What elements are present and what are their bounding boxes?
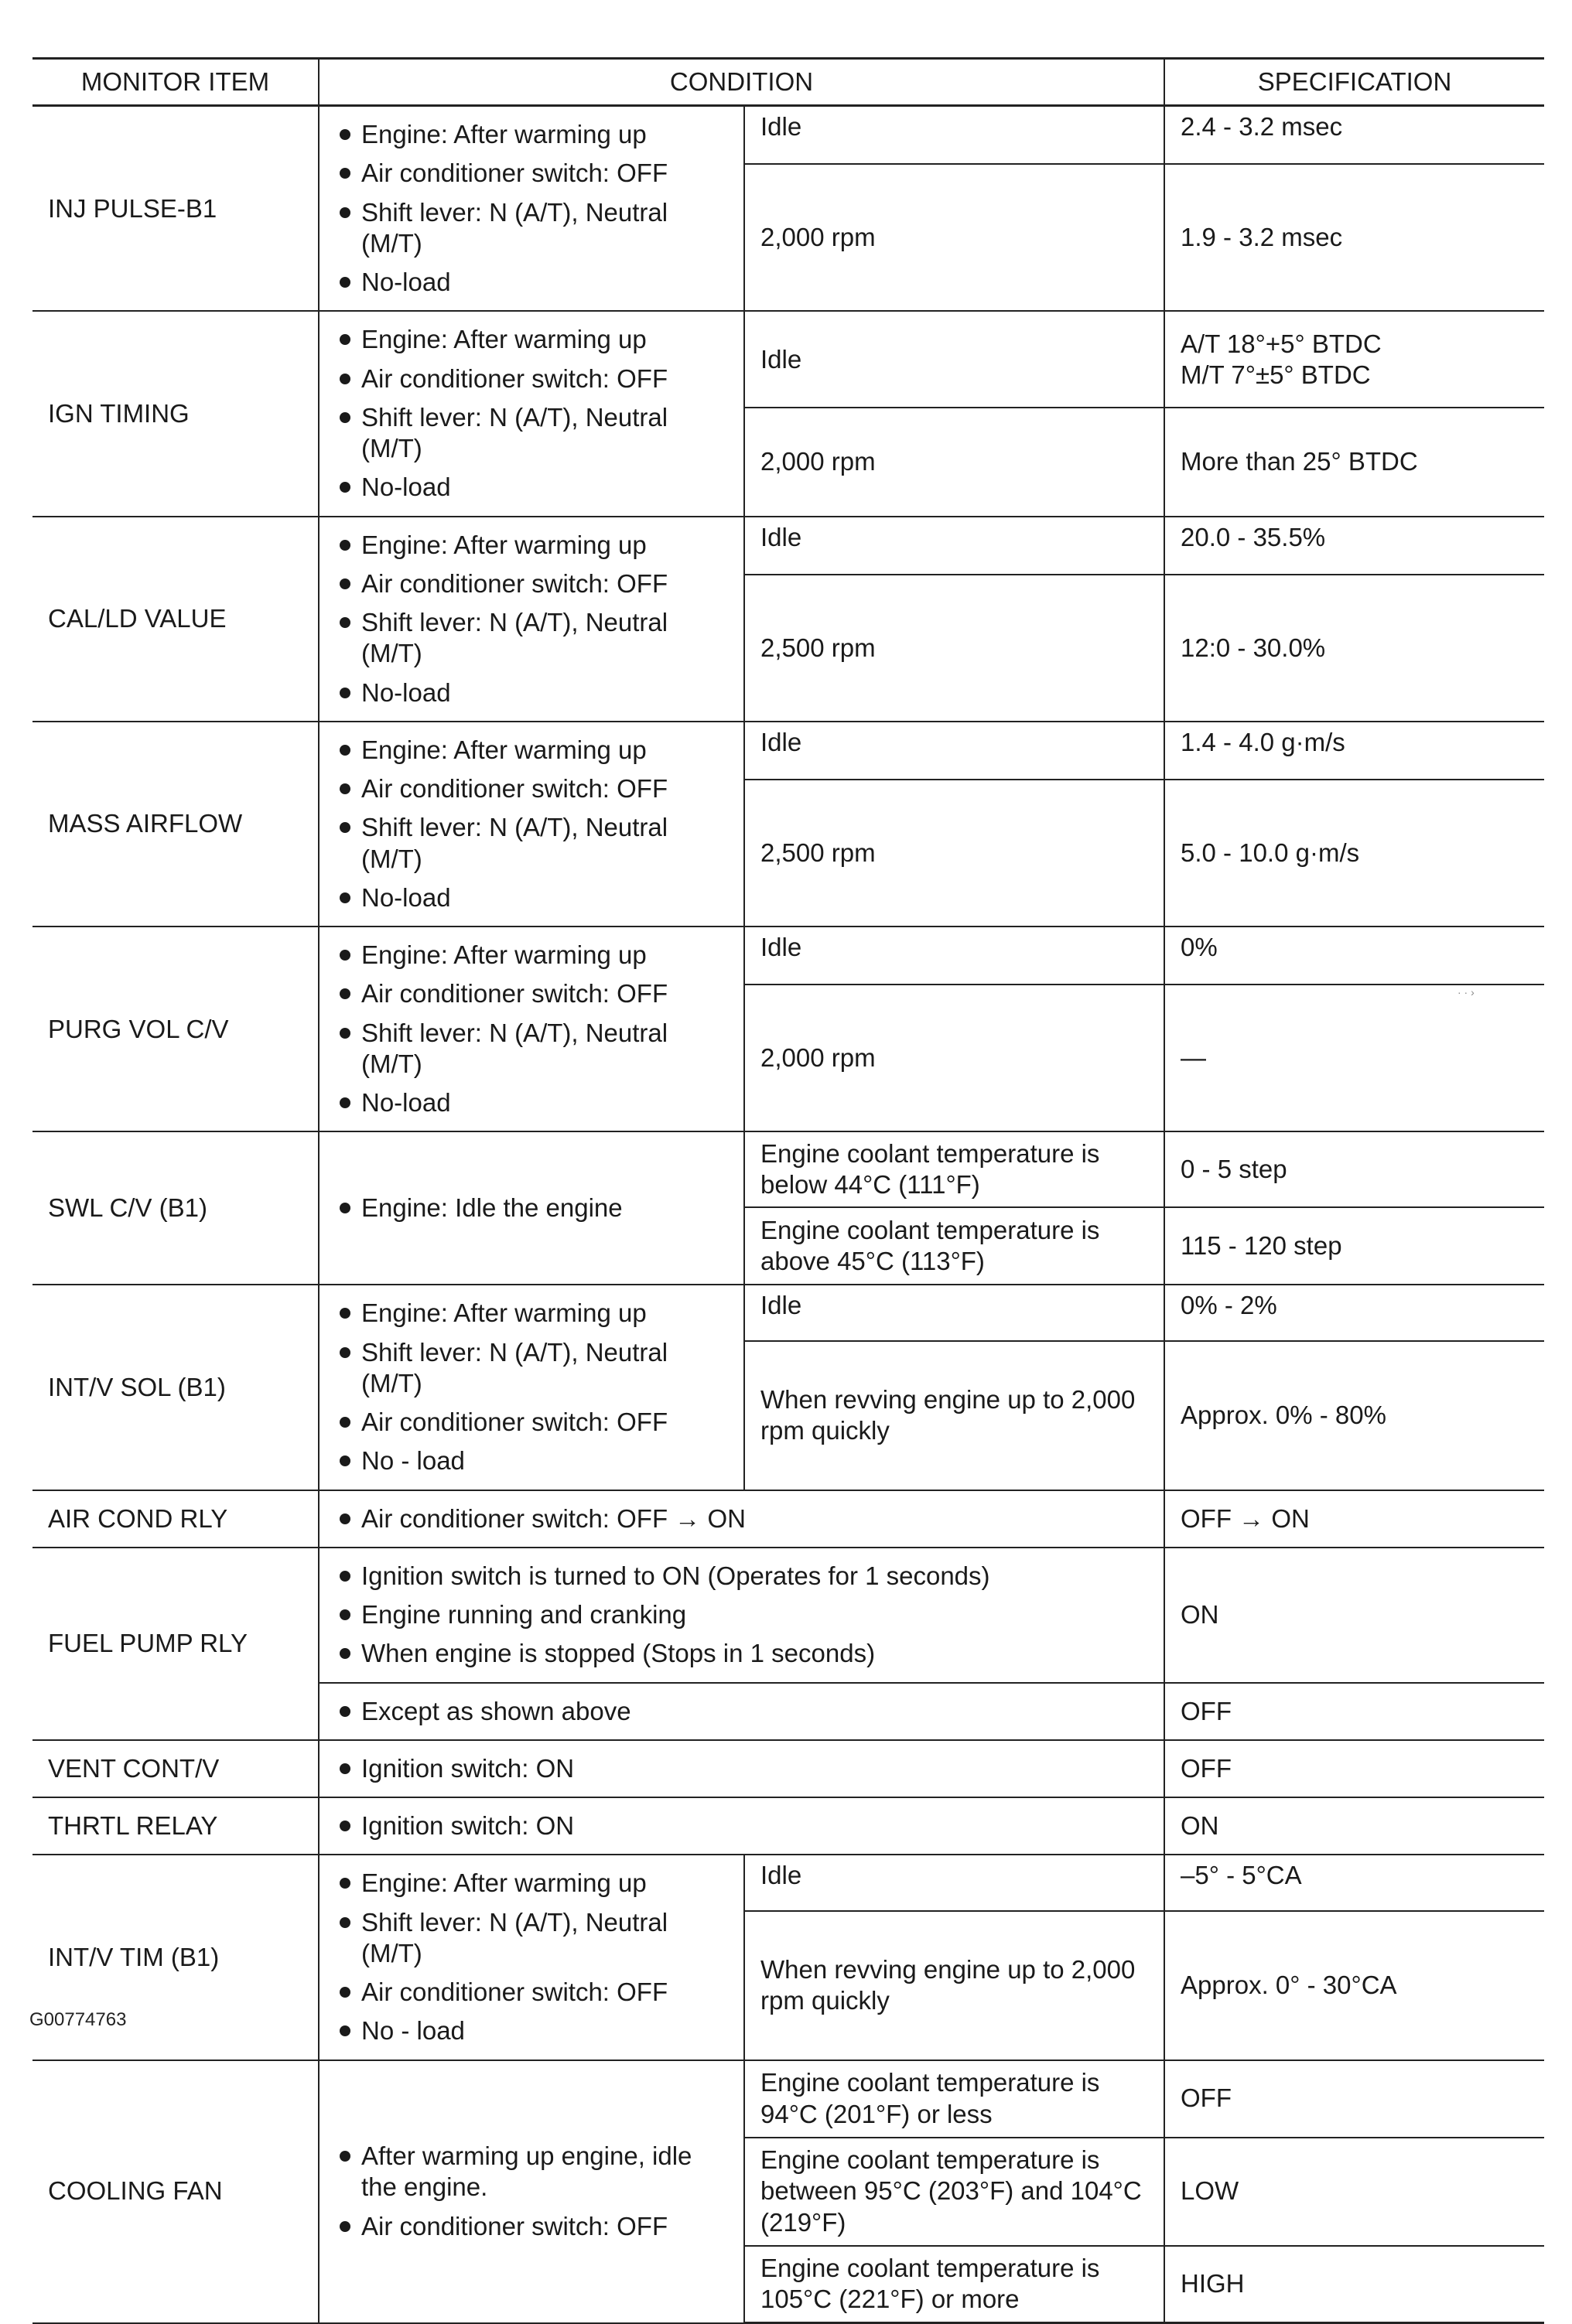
- condition-bullet: Ignition switch: ON: [335, 1810, 1148, 1841]
- condition-bullet: No-load: [335, 882, 728, 913]
- condition-bullet: Shift lever: N (A/T), Neutral (M/T): [335, 607, 728, 670]
- specification-value: OFF: [1164, 1683, 1544, 1740]
- condition-bullet: Air conditioner switch: OFF: [335, 2211, 728, 2242]
- condition-bullet: Air conditioner switch: OFF: [335, 568, 728, 599]
- sub-condition: Idle: [744, 106, 1164, 164]
- specification-value: OFF → ON: [1164, 1490, 1544, 1548]
- table-row: [32, 1797, 1544, 1855]
- specification-value: 0%: [1164, 927, 1544, 985]
- specification-value: OFF: [1164, 1740, 1544, 1797]
- condition-bullet: Air conditioner switch: OFF: [335, 1407, 728, 1438]
- condition-bullet: Except as shown above: [335, 1696, 1148, 1727]
- sub-condition: Idle: [744, 1285, 1164, 1341]
- condition-bullet: Engine: After warming up: [335, 1868, 728, 1899]
- table-row: [32, 1740, 1544, 1797]
- condition-bullet: Engine: After warming up: [335, 119, 728, 150]
- condition-bullet: Shift lever: N (A/T), Neutral (M/T): [335, 1337, 728, 1400]
- header-specification: SPECIFICATION: [1164, 59, 1544, 106]
- condition-cell: [319, 927, 744, 1131]
- monitor-item: VENT CONT/V: [32, 1740, 319, 1797]
- monitor-spec-table: [32, 57, 1544, 2324]
- condition-cell: [319, 106, 744, 312]
- condition-cell: [319, 1548, 1164, 1683]
- monitor-item: COOLING FAN: [32, 2060, 319, 2323]
- condition-cell: [319, 2060, 744, 2323]
- specification-value: 0% - 2%: [1164, 1285, 1544, 1341]
- condition-bullet: Air conditioner switch: OFF: [335, 363, 728, 394]
- monitor-item: FUEL PUMP RLY: [32, 1548, 319, 1740]
- table-row: [32, 517, 1544, 575]
- monitor-item: SWL C/V (B1): [32, 1131, 319, 1285]
- table-row: [32, 1548, 1544, 1683]
- condition-cell: [319, 517, 744, 722]
- sub-condition: Engine coolant temperature is 105°C (221°F) or more: [744, 2246, 1164, 2323]
- condition-bullet: Engine: After warming up: [335, 735, 728, 766]
- sub-condition: Engine coolant temperature is below 44°C (111°F): [744, 1131, 1164, 1207]
- sub-condition: 2,500 rpm: [744, 575, 1164, 722]
- sub-condition: Engine coolant temperature is between 95°C (203°F) and 104°C (219°F): [744, 2138, 1164, 2246]
- spec-sheet: [32, 57, 1544, 2324]
- sub-condition: When revving engine up to 2,000 rpm quickly: [744, 1341, 1164, 1490]
- condition-cell: [319, 1683, 1164, 1740]
- condition-cell: [319, 1285, 744, 1490]
- condition-bullet: Engine: After warming up: [335, 530, 728, 561]
- condition-bullet: Shift lever: N (A/T), Neutral (M/T): [335, 402, 728, 465]
- condition-cell: [319, 722, 744, 927]
- condition-bullet: No-load: [335, 677, 728, 708]
- specification-value: 12:0 - 30.0%: [1164, 575, 1544, 722]
- condition-bullet: After warming up engine, idle the engine.: [335, 2141, 728, 2203]
- sub-condition: Idle: [744, 517, 1164, 575]
- condition-cell: [319, 1797, 1164, 1855]
- sub-condition: 2,000 rpm: [744, 985, 1164, 1131]
- sub-condition: Idle: [744, 722, 1164, 780]
- condition-bullet: When engine is stopped (Stops in 1 seconds): [335, 1638, 1148, 1669]
- condition-bullet: Ignition switch: ON: [335, 1753, 1148, 1784]
- condition-cell: [319, 311, 744, 516]
- specification-value: 1.4 - 4.0 g·m/s: [1164, 722, 1544, 780]
- monitor-item: INT/V TIM (B1): [32, 1855, 319, 2060]
- specification-value: 0 - 5 step: [1164, 1131, 1544, 1207]
- table-row: [32, 2060, 1544, 2138]
- header-monitor-item: MONITOR ITEM: [32, 59, 319, 106]
- condition-bullet: Shift lever: N (A/T), Neutral (M/T): [335, 197, 728, 260]
- table-row: [32, 311, 1544, 408]
- condition-bullet: No-load: [335, 267, 728, 298]
- table-row: [32, 927, 1544, 985]
- condition-bullet: Air conditioner switch: OFF: [335, 158, 728, 189]
- monitor-item: INT/V SOL (B1): [32, 1285, 319, 1490]
- condition-bullet: Air conditioner switch: OFF → ON: [335, 1503, 1148, 1534]
- monitor-item: IGN TIMING: [32, 311, 319, 516]
- specification-value: 1.9 - 3.2 msec: [1164, 164, 1544, 312]
- condition-bullet: Engine: After warming up: [335, 1298, 728, 1329]
- sub-condition: Idle: [744, 1855, 1164, 1911]
- condition-bullet: No - load: [335, 1445, 728, 1476]
- specification-value: —: [1164, 985, 1544, 1131]
- specification-value: ON: [1164, 1548, 1544, 1683]
- condition-cell: [319, 1131, 744, 1285]
- condition-cell: [319, 1740, 1164, 1797]
- sub-condition: 2,000 rpm: [744, 164, 1164, 312]
- specification-value: HIGH: [1164, 2246, 1544, 2323]
- condition-bullet: Engine: Idle the engine: [335, 1193, 728, 1223]
- condition-bullet: Shift lever: N (A/T), Neutral (M/T): [335, 1018, 728, 1080]
- condition-bullet: Air conditioner switch: OFF: [335, 773, 728, 804]
- table-row: [32, 722, 1544, 780]
- condition-bullet: No-load: [335, 1087, 728, 1118]
- stray-mark: · · ›: [1458, 986, 1475, 998]
- condition-bullet: Ignition switch is turned to ON (Operates for 1 seconds): [335, 1561, 1148, 1592]
- condition-bullet: No - load: [335, 2015, 728, 2046]
- table-row: [32, 106, 1544, 164]
- monitor-item: AIR COND RLY: [32, 1490, 319, 1548]
- monitor-item: CAL/LD VALUE: [32, 517, 319, 722]
- specification-value: Approx. 0% - 80%: [1164, 1341, 1544, 1490]
- sub-condition: 2,500 rpm: [744, 780, 1164, 927]
- sub-condition: Engine coolant temperature is above 45°C (113°F): [744, 1207, 1164, 1285]
- specification-value: A/T 18°+5° BTDC M/T 7°±5° BTDC: [1164, 311, 1544, 408]
- monitor-item: PURG VOL C/V: [32, 927, 319, 1131]
- condition-bullet: No-load: [335, 472, 728, 503]
- table-row: [32, 1490, 1544, 1548]
- header-condition: CONDITION: [319, 59, 1164, 106]
- condition-bullet: Shift lever: N (A/T), Neutral (M/T): [335, 1907, 728, 1970]
- specification-value: –5° - 5°CA: [1164, 1855, 1544, 1911]
- condition-bullet: Air conditioner switch: OFF: [335, 1977, 728, 2008]
- condition-bullet: Engine running and cranking: [335, 1599, 1148, 1630]
- sub-condition: Engine coolant temperature is 94°C (201°F) or less: [744, 2060, 1164, 2138]
- header-row: [32, 59, 1544, 106]
- specification-value: Approx. 0° - 30°CA: [1164, 1911, 1544, 2060]
- condition-cell: [319, 1855, 744, 2060]
- specification-value: 2.4 - 3.2 msec: [1164, 106, 1544, 164]
- specification-value: ON: [1164, 1797, 1544, 1855]
- table-row: [32, 1285, 1544, 1341]
- sub-condition: 2,000 rpm: [744, 408, 1164, 516]
- sub-condition: When revving engine up to 2,000 rpm quickly: [744, 1911, 1164, 2060]
- table-row: [32, 1131, 1544, 1207]
- figure-code: G00774763: [29, 2009, 127, 2030]
- condition-cell: [319, 1490, 1164, 1548]
- monitor-item: INJ PULSE-B1: [32, 106, 319, 312]
- specification-value: 20.0 - 35.5%: [1164, 517, 1544, 575]
- table-row: [32, 1855, 1544, 1911]
- condition-bullet: Shift lever: N (A/T), Neutral (M/T): [335, 812, 728, 875]
- specification-value: 115 - 120 step: [1164, 1207, 1544, 1285]
- specification-value: LOW: [1164, 2138, 1544, 2246]
- monitor-item: THRTL RELAY: [32, 1797, 319, 1855]
- monitor-item: MASS AIRFLOW: [32, 722, 319, 927]
- specification-value: More than 25° BTDC: [1164, 408, 1544, 516]
- condition-bullet: Air conditioner switch: OFF: [335, 978, 728, 1009]
- condition-bullet: Engine: After warming up: [335, 940, 728, 971]
- sub-condition: Idle: [744, 927, 1164, 985]
- sub-condition: Idle: [744, 311, 1164, 408]
- specification-value: OFF: [1164, 2060, 1544, 2138]
- specification-value: 5.0 - 10.0 g·m/s: [1164, 780, 1544, 927]
- condition-bullet: Engine: After warming up: [335, 324, 728, 355]
